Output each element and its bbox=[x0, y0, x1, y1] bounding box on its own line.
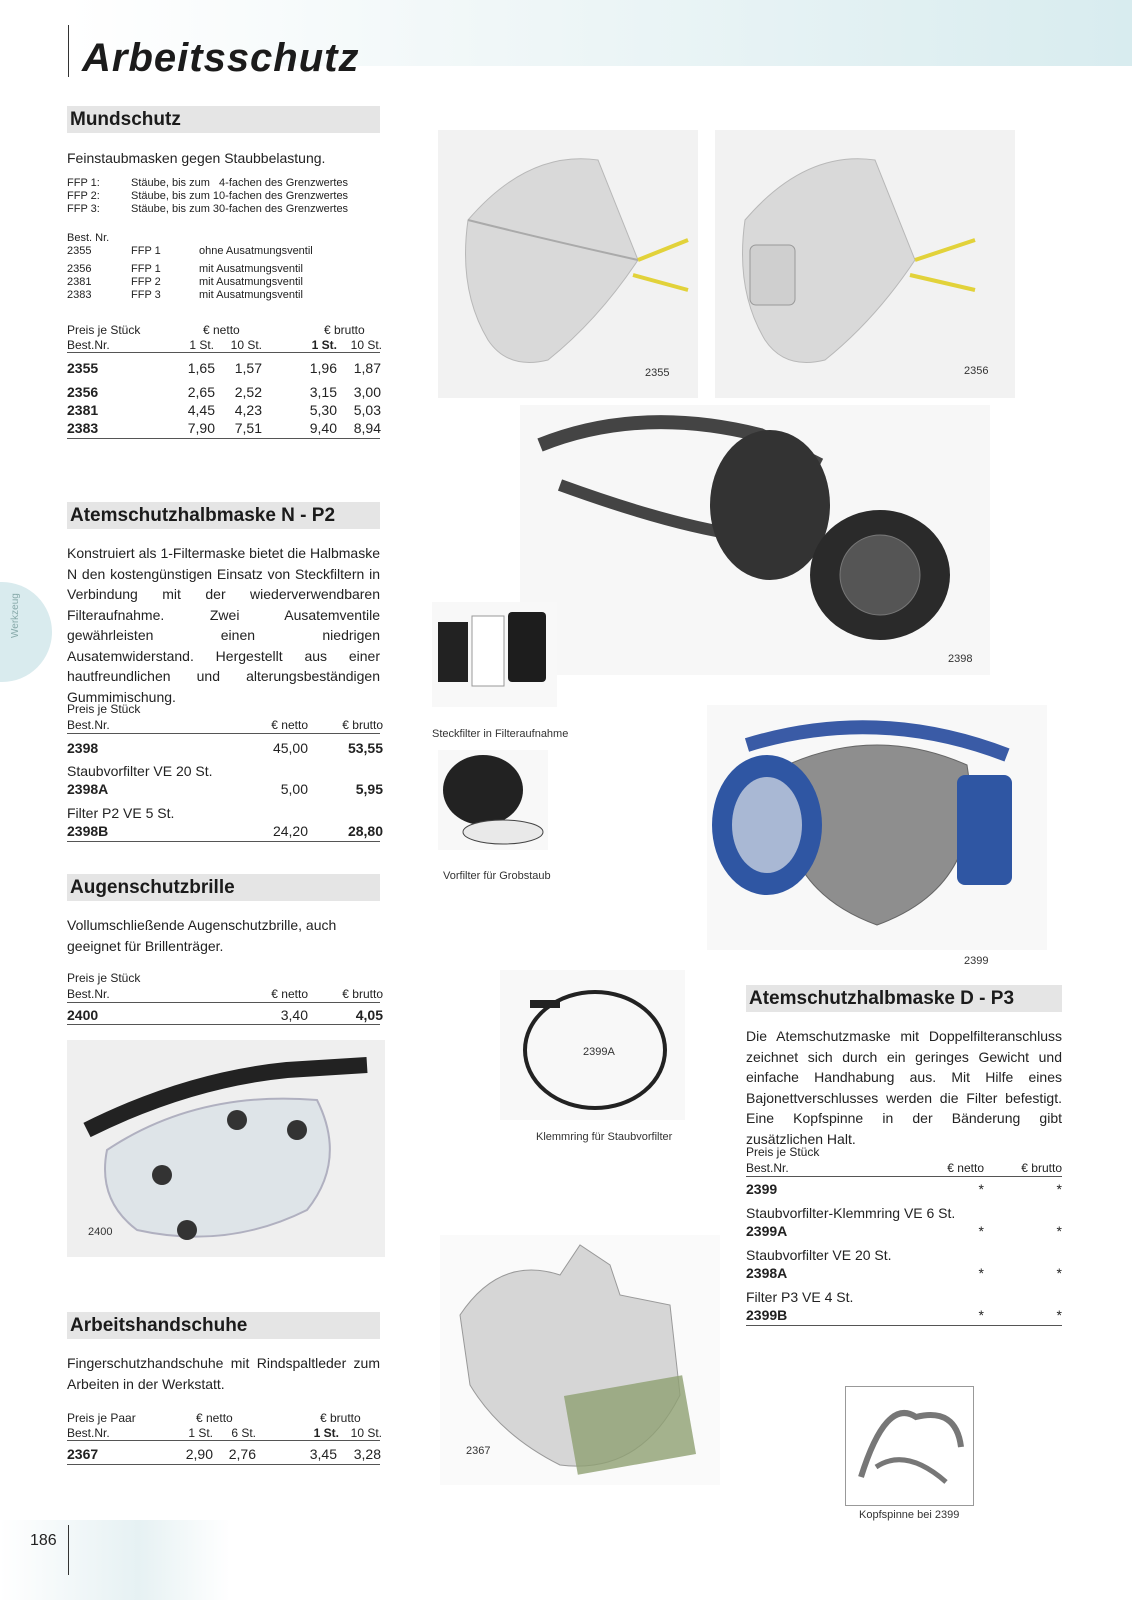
netto-header: € netto bbox=[271, 987, 308, 1001]
netto-header: € netto bbox=[196, 1411, 233, 1425]
section-heading-handschuhe: Arbeitshandschuhe bbox=[67, 1312, 380, 1339]
table-rule bbox=[67, 733, 380, 734]
brutto-header: € brutto bbox=[342, 718, 383, 732]
halbmaske-d-text: Die Atemschutzmaske mit Doppelfilteranschluss zeichnet sich durch ein geringes Gewicht und einfache Handhabung aus. Mit Hilfe eines Bajonettverschlusses werden die Filter befestigt. Eine Kopfspinne in der Bänderung gibt zusätzlichen Halt. bbox=[746, 1028, 1062, 1147]
price-label: Preis je Stück bbox=[67, 323, 141, 337]
page-number: 186 bbox=[30, 1532, 57, 1549]
bestnr-header: Best.Nr. bbox=[746, 1161, 789, 1175]
price-label: Preis je Stück bbox=[67, 702, 141, 716]
mundschutz-intro: Feinstaubmasken gegen Staubbelastung. bbox=[67, 150, 326, 166]
price-nr: 2381 bbox=[67, 402, 99, 418]
item-brutto: * bbox=[1056, 1265, 1062, 1281]
item-netto: 5,00 bbox=[280, 781, 308, 797]
table-rule bbox=[67, 438, 380, 439]
caption-2355: 2355 bbox=[645, 367, 670, 379]
item-label: Filter P2 VE 5 St. bbox=[67, 805, 175, 821]
model-desc: mit Ausatmungsventil bbox=[199, 276, 303, 288]
price-n10: 7,51 bbox=[234, 420, 262, 436]
price-b1: 3,15 bbox=[309, 384, 337, 400]
item-brutto: 28,80 bbox=[347, 823, 383, 839]
model-desc: ohne Ausatmungsventil bbox=[199, 245, 313, 257]
bestnr-header: Best.Nr. bbox=[67, 987, 110, 1001]
mask-2398-image bbox=[520, 405, 990, 675]
caption-2399a: 2399A bbox=[583, 1046, 615, 1058]
caption-2367: 2367 bbox=[466, 1445, 491, 1457]
model-class: FFP 1 bbox=[131, 245, 161, 257]
caption-2356: 2356 bbox=[964, 365, 989, 377]
item-b10: 3,28 bbox=[353, 1446, 381, 1462]
price-b10: 3,00 bbox=[353, 384, 381, 400]
table-rule bbox=[67, 841, 380, 842]
item-label: Filter P3 VE 4 St. bbox=[746, 1289, 854, 1305]
ffp-list bbox=[67, 177, 387, 216]
section-heading-halbmaske-n: Atemschutzhalbmaske N - P2 bbox=[67, 502, 380, 529]
col-6st: 6 St. bbox=[231, 1426, 256, 1440]
item-nr: 2399A bbox=[746, 1223, 788, 1239]
item-netto: * bbox=[978, 1265, 984, 1281]
model-class: FFP 3 bbox=[131, 289, 161, 301]
price-label: Preis je Stück bbox=[67, 971, 141, 985]
model-list bbox=[67, 245, 387, 302]
section-heading-halbmaske-d: Atemschutzhalbmaske D - P3 bbox=[746, 985, 1062, 1012]
vorfilter-image bbox=[438, 750, 548, 850]
ffp-value: Stäube, bis zum 30-fachen des Grenzwertes bbox=[131, 203, 349, 215]
price-n10: 2,52 bbox=[234, 384, 262, 400]
caption-2398: 2398 bbox=[948, 653, 973, 665]
model-desc: mit Ausatmungsventil bbox=[199, 263, 303, 275]
table-rule bbox=[67, 1024, 380, 1025]
model-nr: 2355 bbox=[67, 245, 92, 257]
price-b10: 8,94 bbox=[353, 420, 381, 436]
col-10st: 10 St. bbox=[230, 338, 262, 352]
caption-kopfspinne: Kopfspinne bei 2399 bbox=[859, 1509, 960, 1521]
price-n10: 4,23 bbox=[234, 402, 262, 418]
item-label: Staubvorfilter VE 20 St. bbox=[746, 1247, 892, 1263]
item-brutto: * bbox=[1056, 1181, 1062, 1197]
col-1st: 1 St. bbox=[189, 338, 214, 352]
klemmring-image bbox=[500, 970, 685, 1120]
price-nr: 2355 bbox=[67, 360, 99, 376]
item-nr: 2399B bbox=[746, 1307, 788, 1323]
item-netto: * bbox=[978, 1223, 984, 1239]
price-b1: 9,40 bbox=[309, 420, 337, 436]
goggles-2400-image bbox=[67, 1040, 385, 1257]
col-10st: 10 St. bbox=[350, 1426, 382, 1440]
bestnr-header: Best.Nr. bbox=[67, 1426, 110, 1440]
bestnr-header: Best.Nr. bbox=[67, 338, 110, 352]
section-heading-mundschutz: Mundschutz bbox=[67, 106, 380, 133]
item-nr: 2398A bbox=[746, 1265, 788, 1281]
footer-rule bbox=[68, 1525, 69, 1575]
price-nr: 2383 bbox=[67, 420, 99, 436]
caption-vorfilter: Vorfilter für Grobstaub bbox=[443, 870, 551, 882]
caption-steckfilter: Steckfilter in Filteraufnahme bbox=[432, 728, 569, 740]
model-desc: mit Ausatmungsventil bbox=[199, 289, 303, 301]
col-1st-brutto: 1 St. bbox=[313, 1426, 339, 1440]
table-rule bbox=[67, 1002, 380, 1003]
table-rule bbox=[746, 1325, 1062, 1326]
brutto-header: € brutto bbox=[1021, 1161, 1062, 1175]
steckfilter-image bbox=[432, 602, 557, 707]
caption-2399: 2399 bbox=[964, 955, 989, 967]
mask-2355-image bbox=[438, 130, 698, 398]
price-n1: 4,45 bbox=[187, 402, 215, 418]
netto-header: € netto bbox=[271, 718, 308, 732]
model-nr: 2356 bbox=[67, 263, 92, 275]
side-tab[interactable] bbox=[0, 582, 52, 682]
model-class: FFP 1 bbox=[131, 263, 161, 275]
price-n1: 2,65 bbox=[187, 384, 215, 400]
table-rule bbox=[746, 1176, 1062, 1177]
ffp-key: FFP 1: bbox=[67, 177, 100, 189]
price-label: Preis je Stück bbox=[746, 1145, 820, 1159]
item-nr: 2400 bbox=[67, 1007, 99, 1023]
item-brutto: * bbox=[1056, 1223, 1062, 1239]
brutto-header: € brutto bbox=[324, 323, 365, 337]
netto-header: € netto bbox=[203, 323, 240, 337]
table-rule bbox=[67, 1440, 380, 1441]
caption-2400: 2400 bbox=[88, 1226, 113, 1238]
models-bestnr-label: Best. Nr. bbox=[67, 232, 110, 244]
mask-2399-image bbox=[707, 705, 1047, 950]
item-nr: 2398A bbox=[67, 781, 109, 797]
col-1st: 1 St. bbox=[188, 1426, 213, 1440]
section-heading-brille: Augenschutzbrille bbox=[67, 874, 380, 901]
brutto-header: € brutto bbox=[342, 987, 383, 1001]
header-rule bbox=[68, 25, 69, 77]
netto-header: € netto bbox=[947, 1161, 984, 1175]
price-b1: 1,96 bbox=[309, 360, 337, 376]
handschuhe-text: Fingerschutzhandschuhe mit Rindspaltleder zum Arbeiten in der Werkstatt. bbox=[67, 1355, 380, 1392]
item-brutto: 53,55 bbox=[347, 740, 383, 756]
item-netto: * bbox=[978, 1181, 984, 1197]
item-netto: 3,40 bbox=[280, 1007, 308, 1023]
bestnr-header: Best.Nr. bbox=[67, 718, 110, 732]
item-netto: * bbox=[978, 1307, 984, 1323]
col-1st-brutto: 1 St. bbox=[311, 338, 337, 352]
col-10st-brutto: 10 St. bbox=[350, 338, 382, 352]
item-brutto: * bbox=[1056, 1307, 1062, 1323]
item-netto: 24,20 bbox=[272, 823, 308, 839]
price-nr: 2356 bbox=[67, 384, 99, 400]
item-n6: 2,76 bbox=[228, 1446, 256, 1462]
side-tab-label: Werkzeug bbox=[10, 593, 21, 638]
ffp-key: FFP 3: bbox=[67, 203, 100, 215]
item-brutto: 4,05 bbox=[355, 1007, 383, 1023]
price-b10: 5,03 bbox=[353, 402, 381, 418]
item-nr: 2398B bbox=[67, 823, 109, 839]
item-nr: 2367 bbox=[67, 1446, 99, 1462]
model-nr: 2383 bbox=[67, 289, 92, 301]
price-n1: 7,90 bbox=[187, 420, 215, 436]
table-rule bbox=[67, 1464, 380, 1465]
ffp-value: Stäube, bis zum 10-fachen des Grenzwertes bbox=[131, 190, 349, 202]
item-b1: 3,45 bbox=[309, 1446, 337, 1462]
item-label: Staubvorfilter VE 20 St. bbox=[67, 763, 213, 779]
price-n10: 1,57 bbox=[234, 360, 262, 376]
item-n1: 2,90 bbox=[185, 1446, 213, 1462]
item-label: Staubvorfilter-Klemmring VE 6 St. bbox=[746, 1205, 956, 1221]
model-class: FFP 2 bbox=[131, 276, 161, 288]
item-nr: 2398 bbox=[67, 740, 99, 756]
mask-2356-image bbox=[715, 130, 1015, 398]
model-nr: 2381 bbox=[67, 276, 92, 288]
price-b10: 1,87 bbox=[353, 360, 381, 376]
item-brutto: 5,95 bbox=[355, 781, 383, 797]
price-label: Preis je Paar bbox=[67, 1411, 136, 1425]
price-n1: 1,65 bbox=[187, 360, 215, 376]
ffp-value: Stäube, bis zum 4-fachen des Grenzwertes bbox=[131, 177, 349, 189]
ffp-key: FFP 2: bbox=[67, 190, 100, 202]
caption-klemmring: Klemmring für Staubvorfilter bbox=[536, 1131, 673, 1143]
item-nr: 2399 bbox=[746, 1181, 778, 1197]
kopfspinne-image bbox=[845, 1386, 974, 1506]
item-netto: 45,00 bbox=[272, 740, 308, 756]
halbmaske-n-text: Konstruiert als 1-Filtermaske bietet die Halbmaske N den kostengünstigen Einsatz von Steckfiltern in Verbindung mit der wiederverwendbaren Filteraufnahme. Zwei Ausatemventile gewährleisten einen niedrigen Ausatemwiderstand. Hergestellt aus einer hautfreundlichen und alterungsbeständigen Gummimischung. bbox=[67, 545, 380, 705]
page-title: Arbeitsschutz bbox=[82, 36, 360, 80]
brutto-header: € brutto bbox=[320, 1411, 361, 1425]
price-b1: 5,30 bbox=[309, 402, 337, 418]
table-rule bbox=[67, 352, 380, 353]
brille-text: Vollumschließende Augenschutzbrille, auch geeignet für Brillenträger. bbox=[67, 917, 337, 954]
